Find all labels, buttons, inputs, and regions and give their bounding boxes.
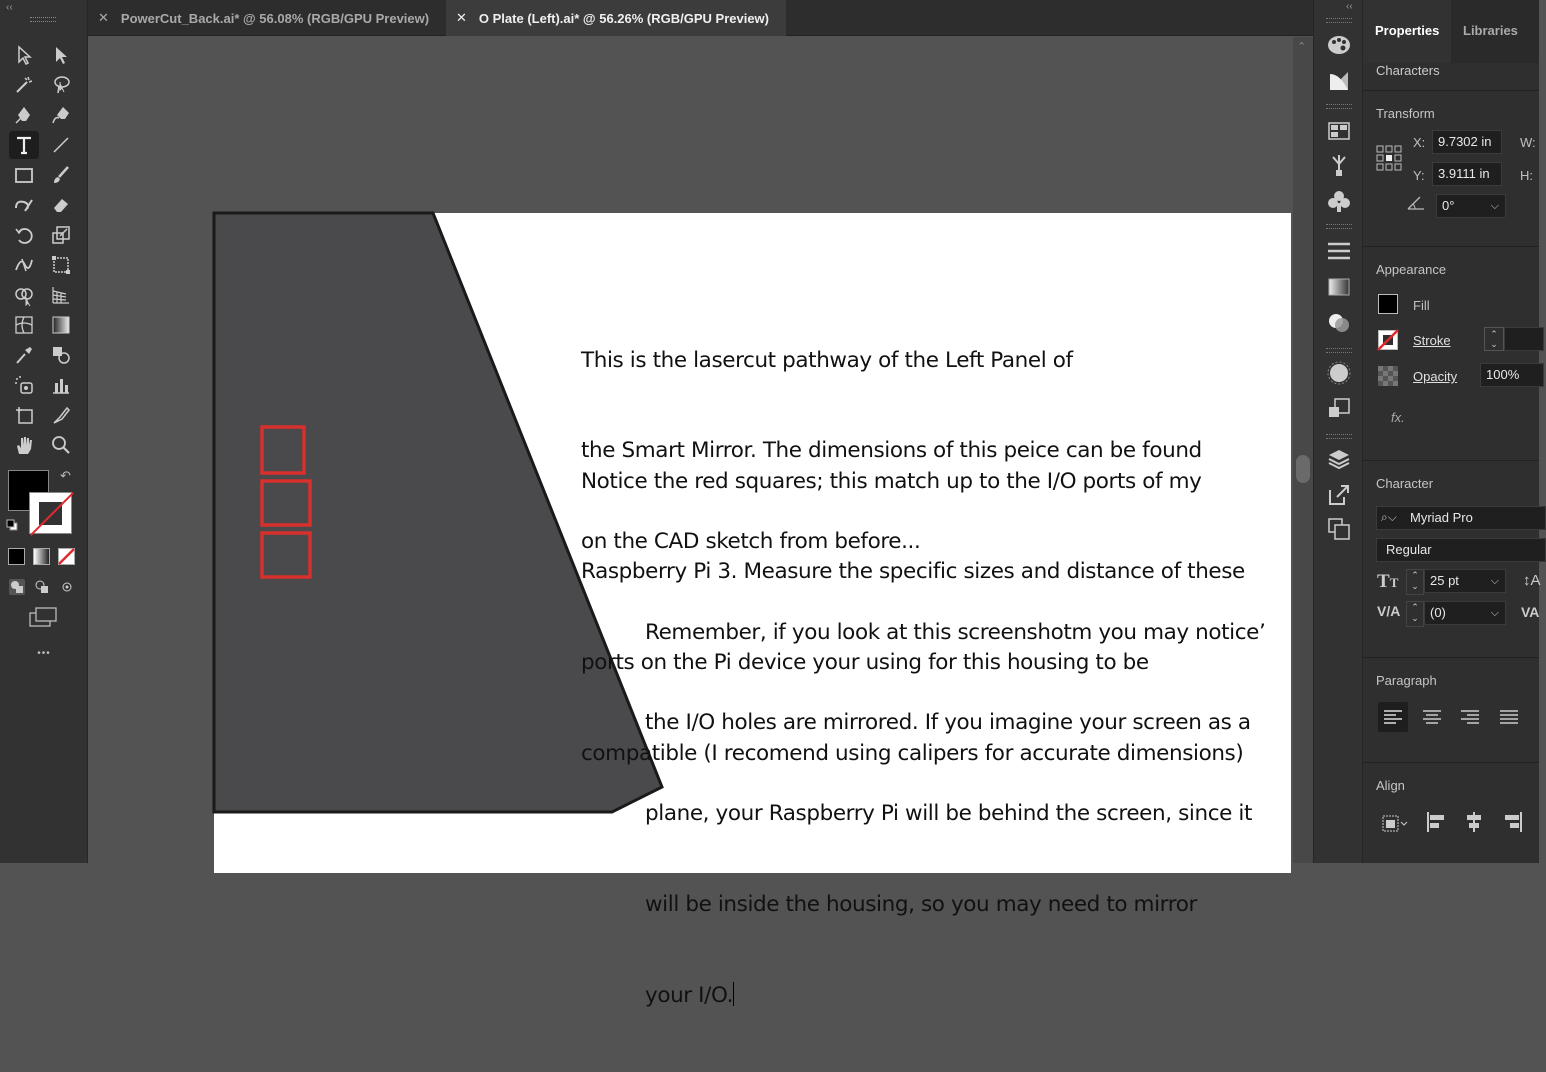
color-guide-icon[interactable] — [1326, 32, 1352, 58]
strip-grip[interactable] — [1326, 434, 1352, 439]
strip-grip[interactable] — [1326, 348, 1352, 353]
asset-export-icon[interactable] — [1326, 482, 1352, 508]
scrollbar-thumb[interactable] — [1296, 455, 1310, 483]
align-center-icon[interactable] — [1417, 702, 1447, 732]
character-title: Character — [1376, 476, 1434, 491]
fill-label: Fill — [1413, 298, 1430, 313]
artboard-tool-icon[interactable] — [9, 401, 39, 429]
tab-powercut-back[interactable] — [88, 0, 446, 36]
font-size-icon: TT — [1377, 571, 1399, 592]
tab-libraries[interactable]: Libraries — [1463, 23, 1518, 38]
text-line: Raspberry Pi 3. Measure the specific sizes and distance of these — [581, 559, 1245, 585]
strip-grip[interactable] — [1326, 224, 1352, 229]
vertical-scrollbar[interactable] — [1293, 37, 1313, 863]
tracking-icon: VA — [1521, 604, 1540, 620]
direct-selection-tool-icon[interactable] — [46, 41, 76, 69]
layers-icon[interactable] — [1326, 446, 1352, 472]
leading-icon: ↕A — [1523, 572, 1541, 589]
justify-icon[interactable] — [1494, 702, 1524, 732]
horizontal-align-right-icon[interactable] — [1498, 807, 1528, 837]
shape-builder-tool-icon[interactable] — [9, 281, 39, 309]
text-line: ports on the Pi device your using for this housing to be — [581, 650, 1149, 676]
type-tool-icon[interactable] — [9, 131, 39, 159]
kerning-icon: V/A — [1377, 603, 1401, 619]
chevron-down-icon[interactable]: ⌵ — [1490, 607, 1499, 619]
paragraph-title: Paragraph — [1376, 673, 1437, 688]
color-themes-icon[interactable] — [1326, 68, 1352, 94]
edit-toolbar-icon[interactable]: ••• — [37, 648, 51, 659]
reference-point-icon[interactable] — [1376, 145, 1402, 171]
selection-tool-icon[interactable] — [9, 41, 39, 69]
gradient-panel-icon[interactable] — [1326, 274, 1352, 300]
strip-grip[interactable] — [1326, 104, 1352, 109]
align-right-icon[interactable] — [1455, 702, 1485, 732]
chevron-down-icon[interactable]: ⌵ — [1490, 200, 1499, 212]
text-line: the I/O holes are mirrored. If you imagine your screen as a — [645, 710, 1251, 736]
characters-label: Characters — [1376, 63, 1440, 78]
w-label: W: — [1520, 135, 1536, 150]
rotate-angle-field[interactable] — [1436, 194, 1506, 218]
slice-tool-icon[interactable] — [46, 401, 76, 429]
tab-label: PowerCut_Back.ai* @ 56.08% (RGB/GPU Preview) — [120, 10, 430, 26]
perspective-grid-tool-icon[interactable] — [46, 281, 76, 309]
x-position-field[interactable]: 9.7302 in — [1432, 130, 1502, 154]
symbols-icon[interactable] — [1326, 188, 1352, 214]
fx-icon[interactable]: fx. — [1391, 410, 1405, 425]
curvature-tool-icon[interactable] — [46, 101, 76, 129]
y-label: Y: — [1413, 168, 1425, 183]
shaper-tool-icon[interactable] — [9, 191, 39, 219]
swap-colors-icon[interactable]: ↶ — [60, 468, 71, 483]
fill-swatch[interactable] — [1378, 294, 1398, 314]
text-line: your I/O. — [645, 983, 734, 1009]
font-size-stepper[interactable]: ⌃ ⌄ — [1406, 569, 1424, 595]
kerning-stepper[interactable]: ⌃ ⌄ — [1406, 601, 1424, 627]
draw-normal-icon[interactable] — [8, 578, 26, 596]
panel-icon-strip — [1313, 0, 1363, 863]
tab-properties[interactable]: Properties — [1363, 0, 1451, 63]
rectangle-tool-icon[interactable] — [9, 161, 39, 189]
panel-tabs — [1363, 0, 1539, 63]
line-segment-tool-icon[interactable] — [46, 131, 76, 159]
magic-wand-tool-icon[interactable] — [9, 71, 39, 99]
font-size-value: 25 pt — [1430, 573, 1459, 588]
blend-tool-icon[interactable] — [46, 341, 76, 369]
horizontal-align-left-icon[interactable] — [1421, 807, 1451, 837]
graphic-styles-icon[interactable] — [1326, 396, 1352, 422]
font-family-value: Myriad Pro — [1410, 510, 1473, 525]
mesh-tool-icon[interactable] — [9, 311, 39, 339]
tab-o-plate-left[interactable] — [446, 0, 786, 36]
draw-inside-icon[interactable] — [58, 578, 76, 596]
opacity-label[interactable]: Opacity — [1413, 369, 1458, 384]
transform-title: Transform — [1376, 106, 1435, 121]
text-line: the Smart Mirror. The dimensions of this peice can be found — [581, 438, 1202, 464]
collapse-toolbar-icon[interactable]: ‹‹ — [6, 2, 13, 13]
align-left-icon[interactable] — [1378, 702, 1408, 732]
tab-label: O Plate (Left).ai* @ 56.26% (RGB/GPU Preview) — [478, 10, 770, 26]
text-line-with-caret — [645, 981, 1265, 1011]
width-tool-icon[interactable] — [9, 251, 39, 279]
properties-panel — [1363, 0, 1539, 863]
draw-behind-icon[interactable] — [33, 578, 51, 596]
appearance-panel-icon[interactable] — [1326, 360, 1352, 386]
paintbrush-tool-icon[interactable] — [46, 161, 76, 189]
toolbar-grip[interactable] — [30, 17, 56, 22]
opacity-checker-icon — [1378, 366, 1398, 386]
artboard[interactable] — [214, 213, 1291, 1009]
eraser-tool-icon[interactable] — [46, 191, 76, 219]
tools-panel — [0, 0, 88, 863]
canvas[interactable] — [88, 37, 1293, 1009]
y-position-field[interactable]: 3.9111 in — [1432, 162, 1502, 186]
collapse-panels-icon[interactable]: ‹‹ — [1346, 1, 1353, 12]
close-tab-icon[interactable]: ✕ — [98, 10, 109, 25]
rotate-angle-icon — [1406, 195, 1426, 211]
default-colors-icon[interactable] — [6, 518, 18, 530]
chevron-down-icon[interactable]: ⌵ — [1490, 575, 1499, 587]
text-line: Remember, if you look at this screenshotm you may notice’ — [645, 619, 1266, 645]
pen-tool-icon[interactable] — [9, 101, 39, 129]
close-tab-icon[interactable]: ✕ — [456, 10, 467, 25]
stroke-label[interactable]: Stroke — [1413, 333, 1451, 348]
artboards-panel-icon[interactable] — [1326, 516, 1352, 542]
hand-tool-icon[interactable] — [9, 431, 39, 459]
text-line: This is the lasercut pathway of the Left Panel of — [581, 347, 1073, 373]
appearance-title: Appearance — [1376, 262, 1447, 277]
text-caret — [733, 982, 734, 1006]
text-block-mirror-note[interactable] — [645, 557, 1265, 1072]
gradient-tool-icon[interactable] — [46, 311, 76, 339]
eyedropper-tool-icon[interactable] — [9, 341, 39, 369]
column-graph-tool-icon[interactable] — [46, 371, 76, 399]
search-font-icon: ⌕⌵ — [1381, 510, 1397, 524]
text-line: will be inside the housing, so you may need to mirror — [645, 892, 1197, 918]
scroll-up-icon[interactable]: ⌃ — [1297, 41, 1307, 53]
transparency-icon[interactable] — [1326, 310, 1352, 336]
stroke-swatch[interactable] — [1378, 330, 1398, 350]
kerning-field[interactable] — [1424, 601, 1506, 625]
text-line: compatible (I recomend using calipers for accurate dimensions) — [581, 741, 1244, 767]
horizontal-align-center-icon[interactable] — [1459, 807, 1489, 837]
document-tabs — [88, 0, 1313, 36]
change-screen-mode-icon[interactable] — [28, 606, 58, 628]
text-line: plane, your Raspberry Pi will be behind the screen, since it — [645, 801, 1252, 827]
stroke-panel-icon[interactable] — [1326, 238, 1352, 264]
stroke-color-swatch[interactable] — [29, 492, 72, 534]
align-title: Align — [1376, 778, 1405, 793]
zoom-tool-icon[interactable] — [46, 431, 76, 459]
kerning-value: (0) — [1430, 605, 1446, 620]
text-line: on the CAD sketch from before... — [581, 529, 921, 555]
x-label: X: — [1413, 135, 1426, 150]
font-family-field[interactable] — [1376, 506, 1546, 530]
rotate-tool-icon[interactable] — [9, 221, 39, 249]
strip-grip[interactable] — [1326, 18, 1352, 23]
align-to-selection-icon[interactable] — [1378, 807, 1408, 837]
opacity-field[interactable]: 100% — [1480, 363, 1544, 387]
text-line: Notice the red squares; this match up to the I/O ports of my — [581, 468, 1202, 494]
symbol-sprayer-tool-icon[interactable] — [9, 371, 39, 399]
h-label: H: — [1520, 168, 1533, 183]
rotate-angle-value: 0° — [1442, 198, 1455, 213]
gradient-mode-icon[interactable] — [33, 548, 50, 565]
stroke-weight-stepper[interactable]: ⌃ ⌄ — [1484, 327, 1504, 351]
scale-tool-icon[interactable] — [46, 221, 76, 249]
font-size-field[interactable] — [1424, 569, 1506, 593]
none-mode-icon[interactable] — [58, 548, 75, 565]
free-transform-tool-icon[interactable] — [46, 251, 76, 279]
stroke-weight-field[interactable] — [1504, 327, 1544, 351]
brushes-icon[interactable] — [1326, 152, 1352, 178]
lasso-tool-icon[interactable] — [46, 71, 76, 99]
swatches-icon[interactable] — [1326, 118, 1352, 144]
font-style-field[interactable]: Regular — [1376, 538, 1546, 562]
color-mode-icon[interactable] — [8, 548, 25, 565]
